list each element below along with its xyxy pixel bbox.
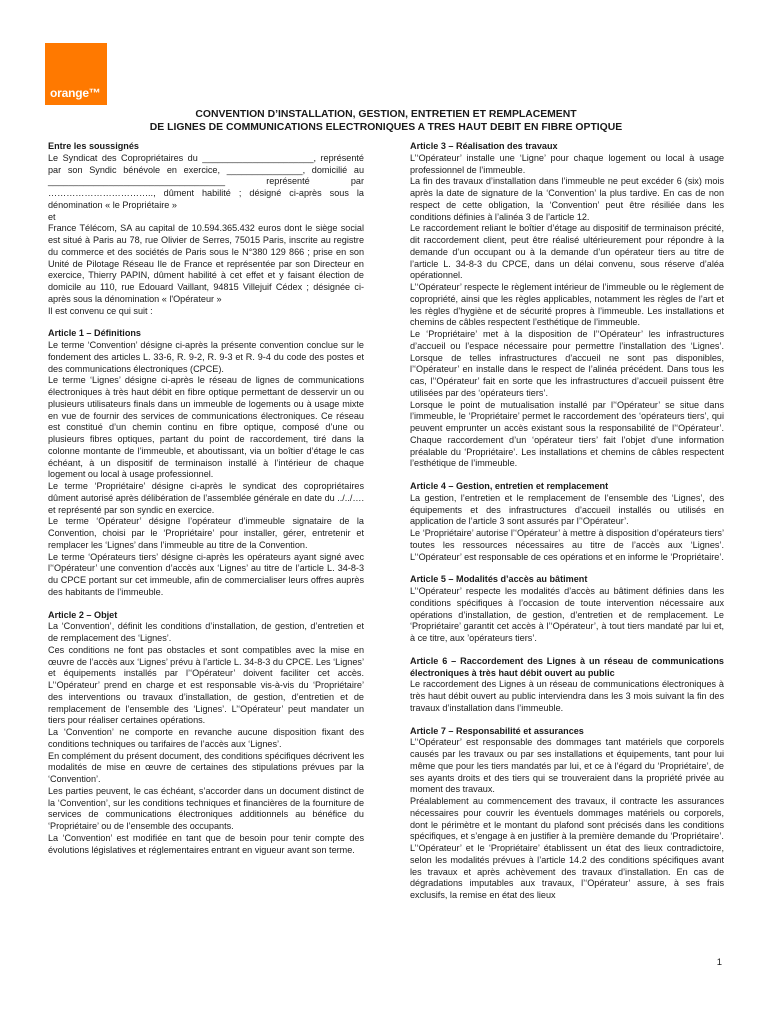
paragraph: L’‘Opérateur’ respecte les modalités d’accès au bâtiment définies dans les conditions spécifiques à l’occasion de toute intervention nécessaire aux opérations d’installation, de gestion, d’entretien et de remplacement. Le ‘Propriétaire’ garantit cet accès à l’‘Opérateur’, à tout tiers mandaté par lui et, à ce titre, aux ’opérateurs tiers’. [410,586,724,643]
right-column [410,141,724,902]
paragraph: Le ‘Propriétaire’ met à la disposition de l’‘Opérateur’ les infrastructures d’accueil ou l’espace nécessaire pour permettre l’installation des ‘Lignes’. Lorsque de telles infrastructures d’accueil ne sont pas disponibles, l’‘Opérateur’ en installe dans le respect de l’alinéa précédent. Dans tous les cas, l’‘Opérateur’ fait en sorte que les infrastructures d’accueil puissent être utilisées par des ‘opérateurs tiers’. [410,329,724,398]
page-number: 1 [716,957,722,968]
paragraph: Le terme ‘Propriétaire’ désigne ci-après le syndicat des copropriétaires dûment autorisé après délibération de l’assemblée générale en date du ../../…. et représenté par son syndic en exercice. [48,481,364,515]
paragraph: L’‘Opérateur’ et le ‘Propriétaire’ établissent un état des lieux contradictoire, selon les modalités prévues à l’article 14.2 des conditions spécifiques avant les travaux et après achèvement des travaux d’installation. En cas de dégradations imputables aux travaux, l’‘Opérateur’ assure, à ses frais exclusifs, la remise en état des lieux [410,843,724,900]
paragraph: L’‘Opérateur’ installe une ‘Ligne’ pour chaque logement ou local à usage professionnel de l’immeuble. [410,152,724,175]
article-4-heading: Article 4 – Gestion, entretien et remplacement [410,481,609,491]
orange-logo [45,43,107,105]
paragraph: Ces conditions ne font pas obstacles et sont compatibles avec la mise en œuvre de l’accès aux ‘Lignes’ prévu à l’article L. 34-8-3 du CPCE. Les ‘Lignes’ et équipements installés par l’‘Opérateur’ doivent faciliter cet accès. L’‘Opérateur’ prend en charge et est responsable vis-à-vis du ‘Propriétaire’ des interventions ou travaux d’installation, de gestion, d’entretien et de remplacement de l’ensemble des ‘Lignes’. L’‘Opérateur’ peut mandater un tiers pour réaliser certaines opérations. [48,644,364,726]
paragraph: Il est convenu ce qui suit : [48,305,153,316]
paragraph: Le terme ‘Lignes’ désigne ci-après le réseau de lignes de communications électroniques à très haut débit en fibre optique permettant de desservir un ou plusieurs utilisateurs finals dans un immeuble de logements ou à usage mixte en vue de fournir des services de communications électroniques. Ce réseau est constitué d’un chemin continu en fibre optique, composé d’une ou plusieurs fibres optiques, partant du point de raccordement, tiré dans la colonne montante de l’immeuble, et aboutissant, via un boîtier d’étage le cas échéant, à un dispositif de terminaison installé à l’intérieur de chaque logement ou local à usage professionnel. [48,375,364,480]
paragraph: En complément du présent document, des conditions spécifiques décrivent les modalités de mise en œuvre de certaines des stipulations prévues par la ‘Convention’. [48,750,364,784]
paragraph: et [48,211,56,222]
paragraph: Le Syndicat des Copropriétaires du ______________________, représenté par son Syndic bénévole en exercice, _______________, domicilié au ___________________________________ représenté par …………………………….., dûment habilité ; désigné ci-après sous la dénomination « le Propriétaire » [48,152,364,210]
paragraph: La ‘Convention’, définit les conditions d’installation, de gestion, d’entretien et de remplacement des ‘Lignes’. [48,621,364,643]
paragraph: La ‘Convention’ ne comporte en revanche aucune disposition fixant des conditions techniques ou tarifaires de l’accès aux ‘Lignes’. [48,727,364,749]
paragraph: La ‘Convention’ est modifiée en tant que de besoin pour tenir compte des évolutions législatives et réglementaires entrant en vigueur avant son terme. [48,832,364,855]
article-7-heading: Article 7 – Responsabilité et assurances [410,725,584,736]
paragraph: Le ‘Propriétaire’ autorise l’‘Opérateur’ à mettre à disposition d’opérateurs tiers’ toutes les ressources nécessaires au titre de l’accès aux ‘Lignes’. L’‘Opérateur’ est responsable de ces opérations et en informe le ‘Propriétaire’. [410,528,724,562]
parties-heading: Entre les soussignés [48,141,139,151]
paragraph: Préalablement au commencement des travaux, il contracte les assurances nécessaires pour couvrir les éventuels dommages matériels ou corporels, dont le périmètre et le montant du plafond sont précisés dans les conditions spécifiques, et s’engage à en justifier à la première demande du ‘Propriétaire’. [410,796,724,842]
document-title [48,108,724,134]
paragraph: L’‘Opérateur’ est responsable des dommages tant matériels que corporels causés par les travaux ou par ses installations et équipements, tant pour lui même que pour les tiers mandatés par lui, et ce à l’égard du ‘Propriétaire’, de ses ayants droits et des tiers qui se trouveraient dans la propriété privée au moment des travaux. [410,737,724,795]
left-column [48,141,364,856]
logo-text: orange™ [50,86,101,100]
paragraph: Le terme ‘Opérateur’ désigne l’opérateur d’immeuble signataire de la Convention, choisi par le ‘Propriétaire’ pour installer, gérer, entretenir et remplacer les ‘Lignes’ dans l’immeuble au titre de la Convention. [48,516,364,550]
paragraph: Le terme ‘Convention’ désigne ci-après la présente convention conclue sur le fondement des articles L. 33-6, R. 9-2, R. 9-3 et R. 9-4 du code des postes et des communications électroniques (CPCE). [48,340,364,374]
article-6-heading: Article 6 – Raccordement des Lignes à un réseau de communications électroniques à très haut débit ouvert au public [410,655,724,678]
article-1-heading: Article 1 – Définitions [48,328,141,339]
title-line-1: CONVENTION D’INSTALLATION, GESTION, ENTRETIEN ET REMPLACEMENT [195,109,577,120]
paragraph: Lorsque le point de mutualisation installé par l’‘Opérateur’ se situe dans l’immeuble, le ‘Propriétaire’ permet le raccordement des ‘opérateurs tiers’, qui peuvent emprunter un accès existant sous la responsabilité de l’‘Opérateur’. Chaque raccordement d’un ‘opérateur tiers’ fait l’objet d’une information préalable du ‘Propriétaire’. Les installations et chemins de câbles respectent l’esthétique de l’immeuble. [410,399,724,469]
paragraph: Le raccordement reliant le boîtier d’étage au dispositif de terminaison précité, dit raccordement client, peut être réalisé ultérieurement pour répondre à la demande d’un occupant ou à la demande d’un opérateur tiers au titre de l’article L. 34-8-3 du CPCE, dans un délai convenu, sous réserve d’aléa opérationnel. [410,223,724,281]
paragraph: La fin des travaux d’installation dans l’immeuble ne peut excéder 6 (six) mois après la date de signature de la ‘Convention’ la plus tardive. En cas de non respect de cette obligation, la ‘Convention’ peut être résiliée dans les conditions définies à l’alinéa 3 de l’article 12. [410,176,724,222]
paragraph: La gestion, l’entretien et le remplacement de l’ensemble des ‘Lignes’, des équipements et des infrastructures d’accueil installés ou utilisés en application de l’article 3 sont assurés par l’‘Opérateur’. [410,492,724,527]
paragraph: L’‘Opérateur’ respecte le règlement intérieur de l’immeuble ou le règlement de copropriété, ainsi que les règles applicables, notamment les règles de l’art et les règles d’hygiène et de sécurité propres à l’immeuble. Les installations et chemins de câbles respectent l’esthétique de l’immeuble. [410,282,724,328]
article-5-heading: Article 5 – Modalités d’accès au bâtiment [410,574,588,585]
title-line-2: DE LIGNES DE COMMUNICATIONS ELECTRONIQUES A TRES HAUT DEBIT EN FIBRE OPTIQUE [149,122,623,133]
paragraph: Les parties peuvent, le cas échéant, s’accorder dans un document distinct de la ‘Convention’, sur les conditions techniques et financières de la fourniture de services de communications électroniques additionnels au bénéfice du ‘Propriétaire’ ou de l’ensemble des occupants. [48,785,364,831]
article-2-heading: Article 2 – Objet [48,609,118,620]
paragraph: France Télécom, SA au capital de 10.594.365.432 euros dont le siège social est situé à Paris au 78, rue Olivier de Serres, 75015 Paris, inscrite au registre du commerce et des sociétés de Paris sous le N°380 129 866 ; prise en son Unité de Pilotage Réseau Ile de France et représentée par son Directeur en exercice, Thierry PAPIN, dûment habilité à cet effet et y faisant élection de domicile au 110, rue Edouard Vaillant, 94815 Villejuif Cédex ; désignée ci-après sous la dénomination « l'Opérateur » [48,223,364,304]
paragraph: Le raccordement des Lignes à un réseau de communications électroniques à très haut débit ouvert au public interviendra dans les 3 mois suivant la fin des travaux d’installation dans l’immeuble. [410,679,724,713]
paragraph: Le terme ‘Opérateurs tiers’ désigne ci-après les opérateurs ayant signé avec l’‘Opérateur’ une convention d’accès aux ‘Lignes’ au titre de l’article L. 34-8-3 du CPCE portant sur cet immeuble, afin de commercialiser leurs offres auprès des habitants de l’immeuble. [48,551,364,597]
article-3-heading: Article 3 – Réalisation des travaux [410,141,558,151]
